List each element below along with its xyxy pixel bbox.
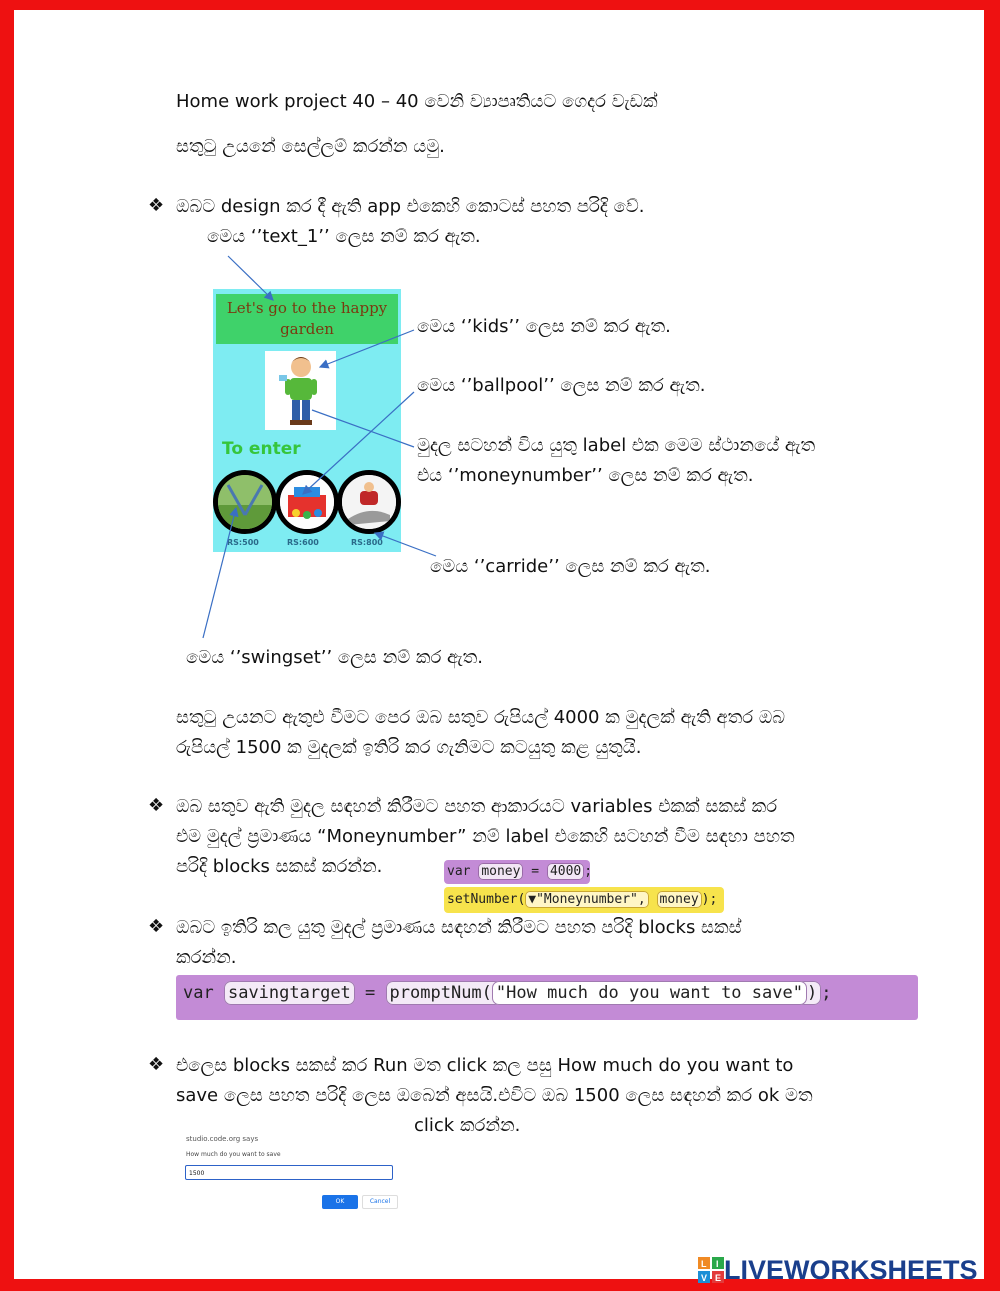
code-semicolon: ; [584,864,593,879]
dialog-title: studio.code.org says [186,1135,259,1143]
to-enter-label: To enter [222,439,301,459]
section3-line-1: ඔබට ඉතිරි කල යුතු මුදල් ප්‍රමාණය සඳහන් කිරීමට පහත පරිදි blocks සකස් [176,917,742,938]
code-keyword: var [447,864,471,879]
logo-letter: V [701,1273,708,1283]
paragraph-line-2: රුපියල් 1500 ක මුදලක් ඉතිරි කර ගැනිමට කටයුතු කළ යුතුයි. [176,737,642,758]
app-title-text: Let's go to the happy garden [216,294,398,344]
code-equals: = [531,864,540,879]
moneynumber-annotation-line-2: එය ‘’moneynumber’’ ලෙස නම් කර ඇත. [417,465,754,486]
code-close: ); [701,892,718,907]
dialog-input: 1500 [185,1165,393,1180]
price-carride: RS:800 [351,538,383,547]
section2-line-3: පරිදි blocks සකස් කරන්න. [176,856,383,877]
code-var-name: savingtarget [224,981,355,1005]
var-savingtarget-block [176,975,918,1020]
code-function: setNumber( [447,892,526,907]
var-money-block [444,860,593,884]
code-function: promptNum( [389,983,492,1003]
dialog-ok-button: OK [322,1195,358,1209]
kids-annotation: මෙය ‘’kids’’ ලෙස නම් කර ඇත. [417,316,671,337]
bullet-icon: ❖ [148,1054,165,1075]
logo-letter: I [716,1259,719,1269]
code-close: ; [821,983,832,1003]
liveworksheets-brand: LIVEWORKSHEETS [724,1254,978,1285]
dialog-cancel-button: Cancel [362,1195,398,1209]
bullet-icon: ❖ [148,916,165,937]
section2-line-1: ඔබ සතුව ඇති මුදල සඳහන් කිරීමට පහත ආකාරයට variables එකක් සකස් කර [176,796,778,817]
text1-annotation: මෙය ‘’text_1’’ ලෙස නම් කර ඇත. [207,226,481,247]
carride-annotation: මෙය ‘’carride’’ ලෙස නම් කර ඇත. [430,556,711,577]
code-prompt-string: "How much do you want to save" [492,981,807,1005]
code-keyword: var [183,983,214,1003]
code-prompt-call: promptNum( "How much do you want to save" ) [386,981,822,1005]
liveworksheets-logo[interactable] [698,1256,978,1284]
logo-letter: L [701,1259,707,1269]
code-arg-label: ▼"Moneynumber", [525,891,648,908]
code-arg-var: money [657,891,702,908]
code-equals: = [365,983,376,1003]
price-swingset: RS:500 [227,538,259,547]
section1-intro: ඔබට design කර දී ඇති app එකෙහි කොටස් පහත පරිදි වේ. [176,196,645,217]
moneynumber-annotation-line-1: මුදල සටහන් විය යුතු label එක මෙම ස්ථානයේ ඇත [417,435,816,456]
logo-letter: E [715,1273,722,1283]
section4-line-1: එලෙස blocks සකස් කර Run මත click කල පසු How much do you want to [176,1055,794,1076]
bullet-icon: ❖ [148,195,165,216]
heading-line-1: Home work project 40 – 40 වෙනි ව්‍යාපෘතියට ගෙදර වැඩක් [176,91,658,112]
section4-line-2: save ලෙස පහත පරිදි ලෙස ඔබෙන් අසයි.එවිට ඔබ 1500 ලෙස සඳහන් කර ok මත [176,1085,813,1106]
prompt-dialog [182,1132,404,1218]
code-value: 4000 [547,863,584,880]
swingset-annotation: මෙය ‘’swingset’’ ලෙස නම් කර ඇත. [186,647,484,668]
liveworksheets-logo-icon [698,1257,724,1283]
paragraph-line-1: සතුටු උයනට ඇතුළු වීමට පෙර ඔබ සතුව රුපියල් 4000 ක මුදලක් ඇති අතර ඔබ [176,707,786,728]
ballpool-annotation: මෙය ‘’ballpool’’ ලෙස නම් කර ඇත. [417,375,706,396]
section2-line-2: එම මුදල් ප්‍රමාණය “Moneynumber” නම් label එකෙහි සටහන් වීම සඳහා පහත [176,826,795,847]
bullet-icon: ❖ [148,795,165,816]
price-ballpool: RS:600 [287,538,319,547]
section3-line-2: කරන්න. [176,947,237,968]
code-var-name: money [478,863,523,880]
setnumber-block [444,887,724,913]
section4-line-3: click කරන්න. [414,1115,521,1136]
heading-line-2: සතුටු උයනේ සෙල්ලම් කරන්න යමු. [176,136,445,157]
dialog-question: How much do you want to save [186,1151,281,1158]
